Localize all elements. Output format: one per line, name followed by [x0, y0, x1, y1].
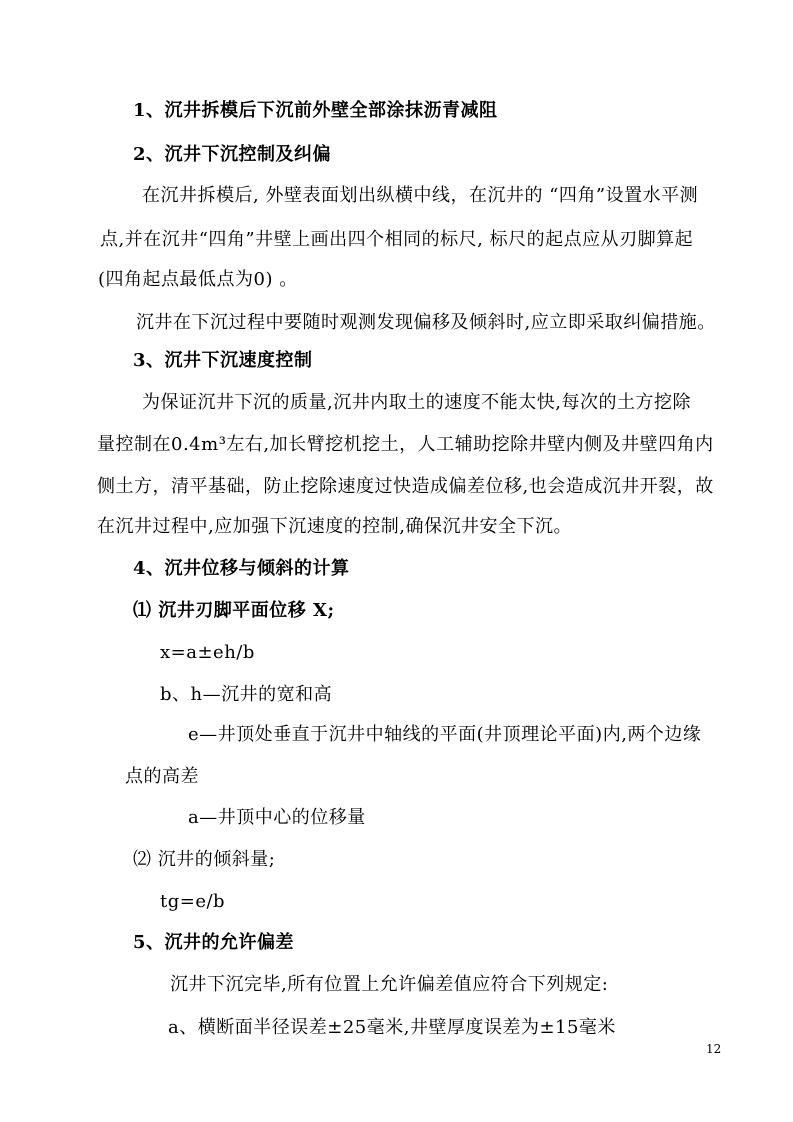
paragraph-line: 在沉井拆模后, 外壁表面划出纵横中线，在沉井的 “四角”设置水平测 — [142, 185, 699, 206]
formula-tilt: tg=e/b — [160, 891, 226, 912]
page-number: 12 — [706, 1042, 722, 1056]
paragraph-line: (四角起点最低点为0) 。 — [98, 269, 298, 290]
paragraph-line: 量控制在0.4m³左右,加长臂挖机挖土，人工辅助挖除井壁内侧及井壁四角内 — [97, 434, 714, 455]
paragraph-line: 点的高差 — [125, 766, 199, 787]
paragraph-line: 为保证沉井下沉的质量,沉井内取土的速度不能太快,每次的土方挖除 — [142, 392, 691, 413]
paragraph-line: a、横断面半径误差±25毫米,井壁厚度误差为±15毫米 — [168, 1017, 616, 1038]
heading-4: 4、沉井位移与倾斜的计算 — [133, 558, 350, 579]
subheading-1: ⑴ 沉井刃脚平面位移 X; — [133, 600, 335, 621]
paragraph-line: 在沉井过程中,应加强下沉速度的控制,确保沉井安全下沉。 — [97, 516, 572, 537]
variable-definition: b、h—沉井的宽和高 — [160, 684, 333, 705]
variable-definition: e—井顶处垂直于沉井中轴线的平面(井顶理论平面)内,两个边缘 — [188, 724, 702, 745]
paragraph-line: 侧土方，清平基础，防止挖除速度过快造成偏差位移,也会造成沉井开裂，故 — [97, 476, 714, 497]
variable-definition: a—井顶中心的位移量 — [188, 807, 366, 828]
heading-2: 2、沉井下沉控制及纠偏 — [133, 144, 332, 165]
subheading-2: ⑵ 沉井的倾斜量; — [133, 849, 276, 870]
paragraph-line: 沉井下沉完毕,所有位置上允许偏差值应符合下列规定: — [170, 974, 609, 995]
heading-1: 1、沉井拆模后下沉前外壁全部涂抹沥青减阻 — [133, 100, 498, 121]
formula-displacement: x=a±eh/b — [160, 642, 255, 663]
heading-5: 5、沉井的允许偏差 — [133, 932, 295, 953]
paragraph-line: 沉井在下沉过程中要随时观测发现偏移及倾斜时,应立即采取纠偏措施。 — [136, 312, 716, 333]
paragraph-line: 点,并在沉井“四角”井壁上画出四个相同的标尺, 标尺的起点应从刃脚算起 — [100, 229, 694, 250]
heading-3: 3、沉井下沉速度控制 — [133, 350, 313, 371]
